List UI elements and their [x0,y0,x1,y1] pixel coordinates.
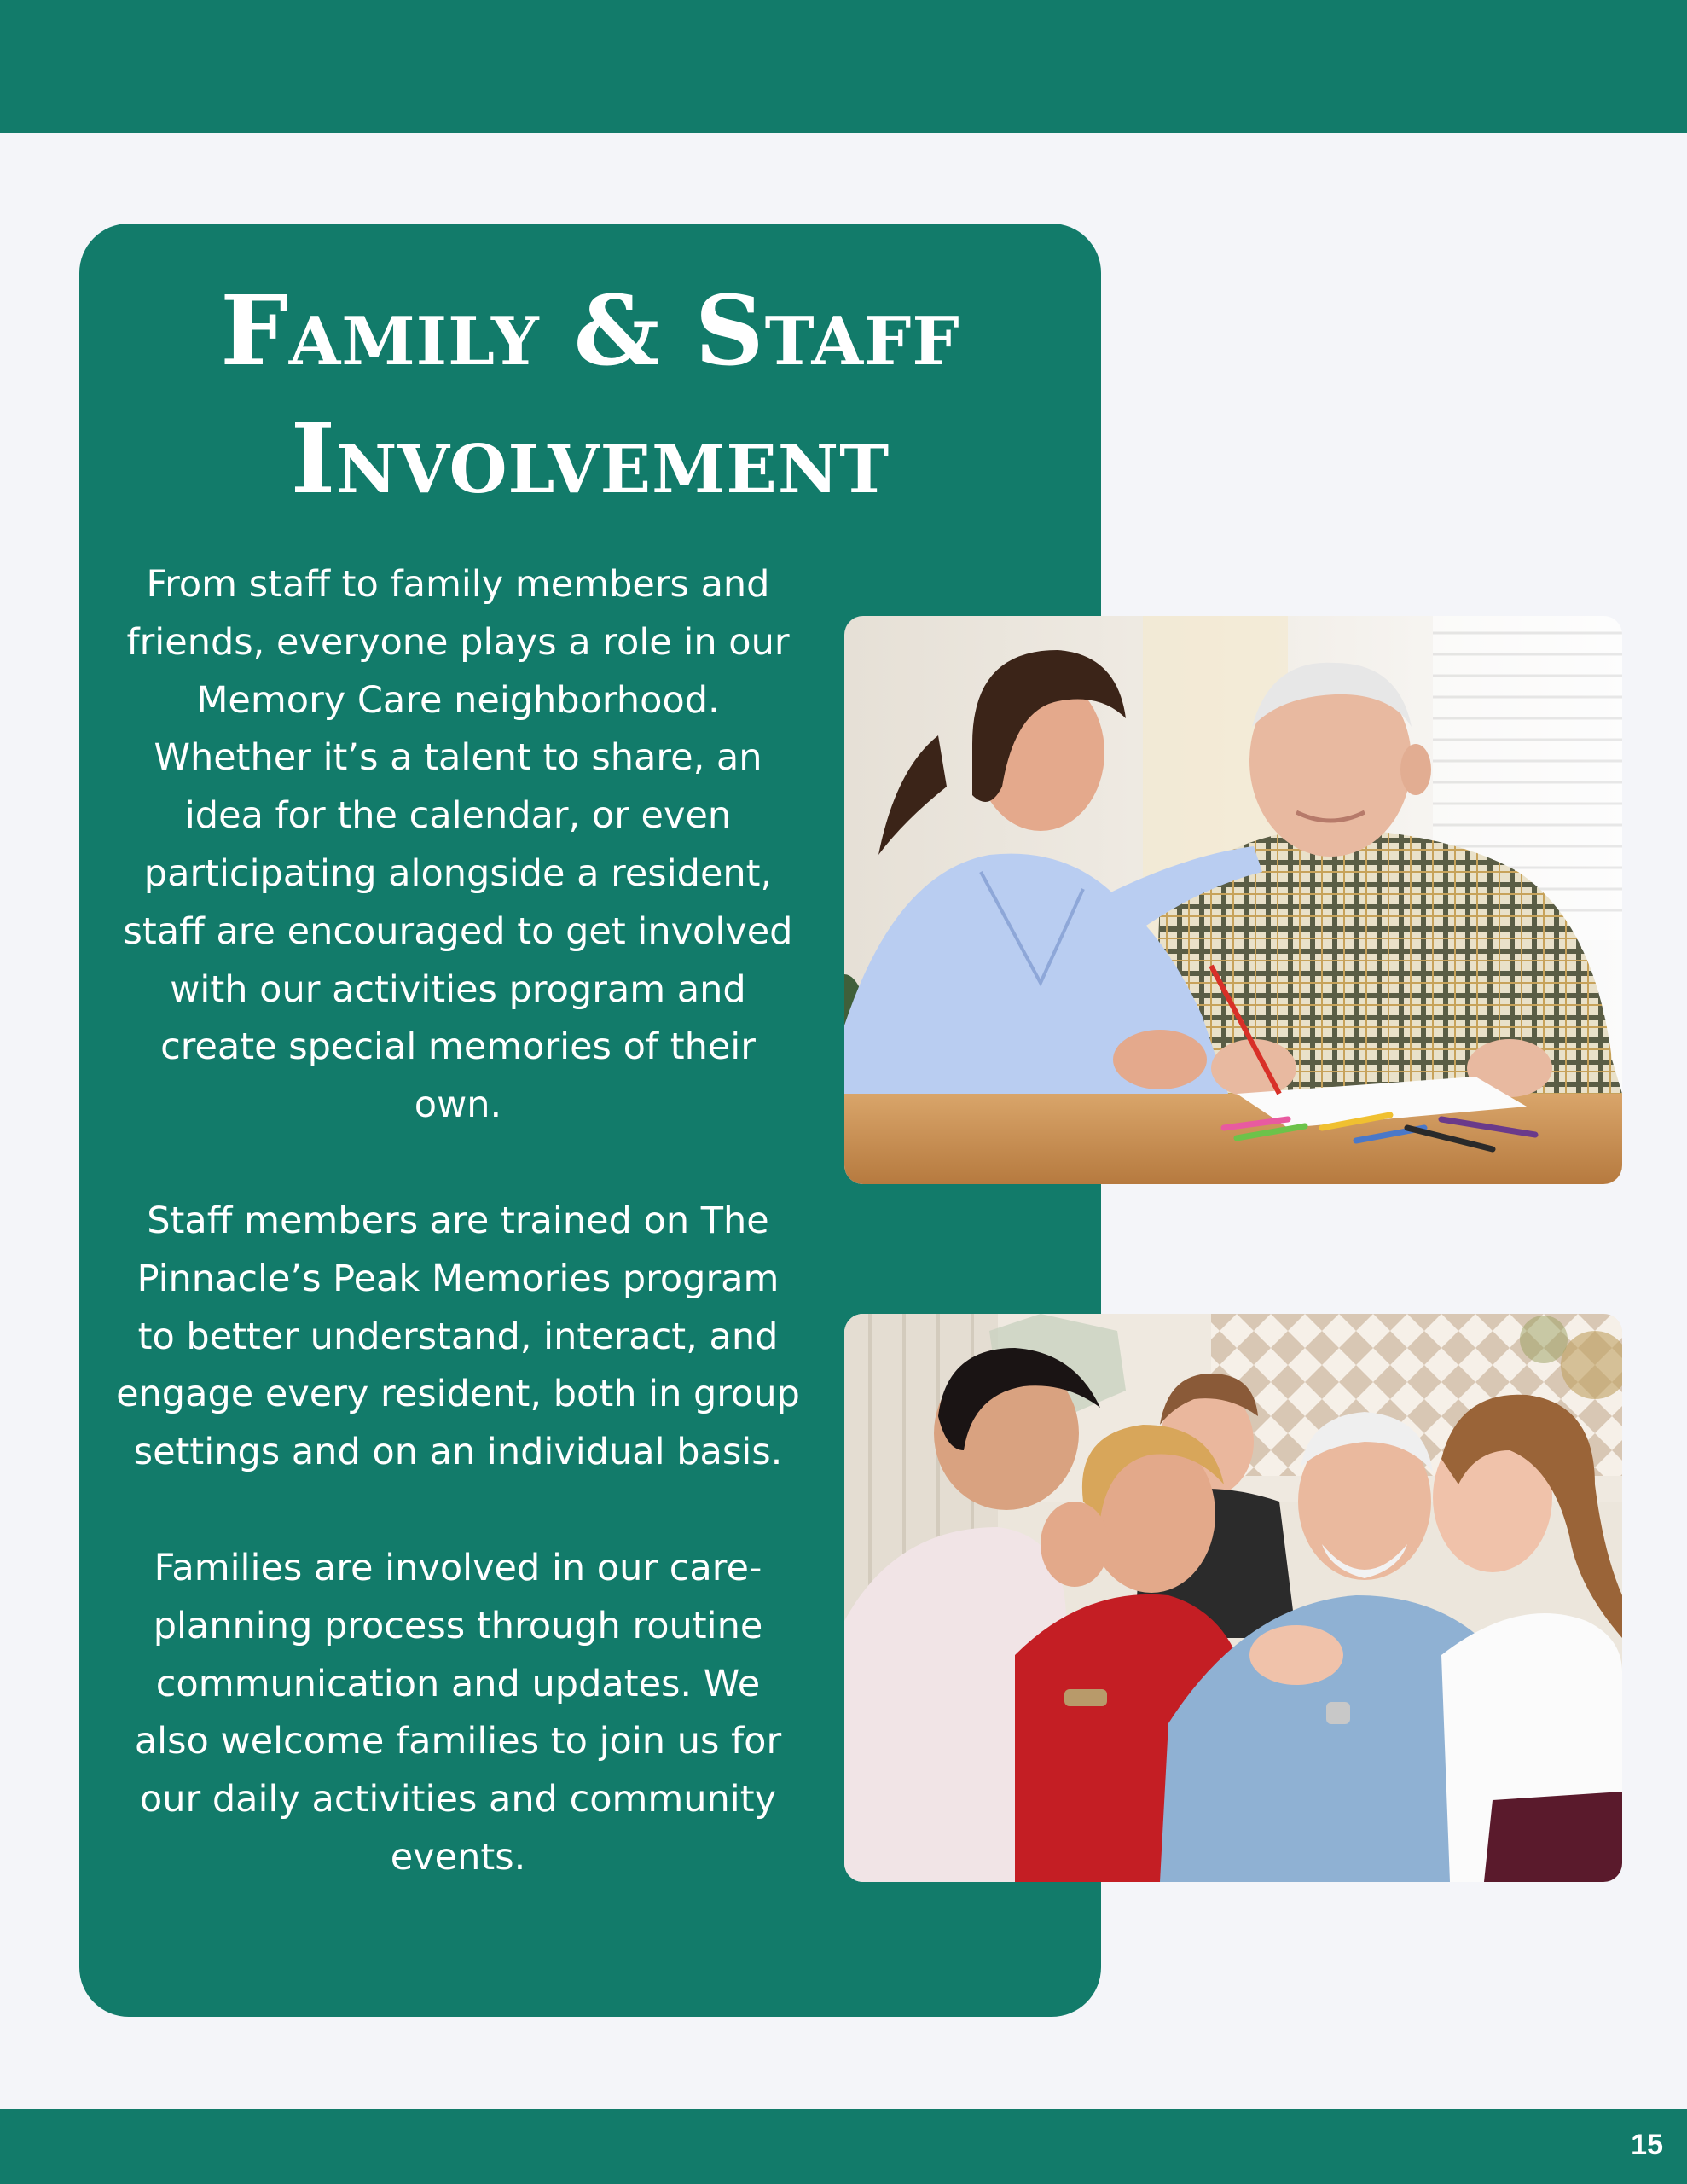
paragraph-staff-involvement: From staff to family members and friends, everyone plays a role in our Memory Care neighborhood. Whether it’s a talent to share, an idea for the calendar, or even participating alongside a resident, staff are encouraged to get involved with our activities program and create special memories of their own. [123,563,793,1127]
caregiver-with-resident-photo [844,616,1622,1184]
paragraph-family-involvement: Families are involved in our care-planning process through routine communication and updates. We also welcome families to join us for our daily activities and community events. [134,1546,782,1879]
footer-band [0,2109,1687,2184]
title-line-1: Family & Staff [220,276,960,387]
page-title [79,268,1101,524]
page-number: 15 [1631,2129,1663,2161]
family-group-photo [844,1314,1622,1882]
paragraph-staff-training: Staff members are trained on The Pinnacle’s Peak Memories program to better understand, interact, and engage every resident, both in group settings and on an individual basis. [116,1199,800,1474]
header-band [0,0,1687,133]
body-text [113,556,803,1887]
title-line-2: Involvement [290,404,890,515]
